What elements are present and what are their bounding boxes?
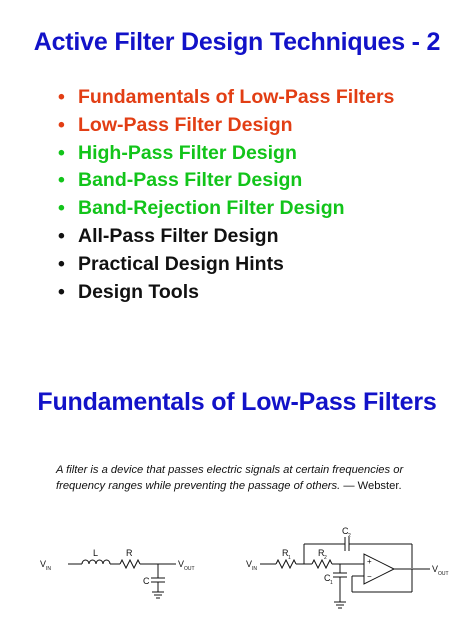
- definition-text: [56, 462, 436, 494]
- svg-text:OUT: OUT: [184, 566, 195, 572]
- list-item-text: High-Pass Filter Design: [78, 141, 297, 164]
- r2-label: R: [318, 548, 325, 558]
- bullet-icon: •: [58, 252, 65, 275]
- inductor-label: L: [93, 548, 99, 558]
- resistor-label: R: [126, 548, 133, 558]
- bullet-icon: •: [58, 169, 65, 192]
- svg-text:IN: IN: [252, 566, 257, 572]
- list-item-text: Fundamentals of Low-Pass Filters: [78, 86, 395, 108]
- svg-text:IN: IN: [46, 566, 51, 572]
- section-title: Fundamentals of Low-Pass Filters: [37, 388, 437, 416]
- svg-text:2: 2: [324, 555, 327, 561]
- minus-label: −: [367, 572, 372, 581]
- topic-list: [58, 84, 394, 306]
- passive-lc-circuit: [68, 560, 176, 598]
- list-item-text: Band-Rejection Filter Design: [78, 197, 345, 220]
- list-item: [58, 223, 394, 251]
- bullet-icon: •: [58, 141, 65, 164]
- plus-label: +: [367, 557, 372, 566]
- list-item: [58, 167, 394, 195]
- resistor-r1-symbol: [276, 560, 296, 568]
- svg-text:OUT: OUT: [438, 571, 449, 577]
- list-item: [58, 195, 394, 223]
- list-item-text: Design Tools: [78, 280, 199, 303]
- vout-label: V: [178, 559, 185, 569]
- list-item: [58, 112, 394, 140]
- svg-text:1: 1: [288, 555, 291, 561]
- c1-label: C: [324, 573, 331, 583]
- active-labels: [246, 526, 449, 586]
- list-item-text: All-Pass Filter Design: [78, 224, 279, 247]
- circuit-diagrams: [0, 512, 474, 632]
- passive-labels: [40, 548, 195, 586]
- list-item: [58, 140, 394, 168]
- resistor-symbol: [120, 560, 140, 568]
- svg-text:2: 2: [348, 533, 351, 539]
- definition-quote: A filter is a device that passes electric signals at certain frequencies or frequency ranges while preventing the passage of others.: [56, 464, 404, 492]
- definition-citation: — Webster.: [343, 480, 402, 492]
- list-item: [58, 279, 394, 307]
- r1-label: R: [282, 548, 289, 558]
- vout-label: V: [432, 564, 439, 574]
- list-item-text: Practical Design Hints: [78, 252, 284, 275]
- vin-label: V: [246, 559, 253, 569]
- bullet-icon: •: [58, 224, 65, 247]
- inductor-symbol: [82, 560, 110, 564]
- bullet-icon: •: [58, 280, 65, 303]
- list-item: [58, 251, 394, 279]
- slide-title: Active Filter Design Techniques - 2: [33, 28, 441, 56]
- c2-label: C: [342, 526, 349, 536]
- capacitor-label: C: [143, 576, 150, 586]
- list-item-text: Band-Pass Filter Design: [78, 169, 303, 192]
- resistor-r2-symbol: [312, 560, 332, 568]
- list-item-text: Low-Pass Filter Design: [78, 113, 293, 136]
- vin-label: V: [40, 559, 47, 569]
- bullet-icon: •: [58, 113, 65, 136]
- svg-text:1: 1: [330, 580, 333, 586]
- list-item: [58, 84, 394, 112]
- bullet-icon: •: [58, 197, 65, 220]
- bullet-icon: •: [58, 86, 65, 108]
